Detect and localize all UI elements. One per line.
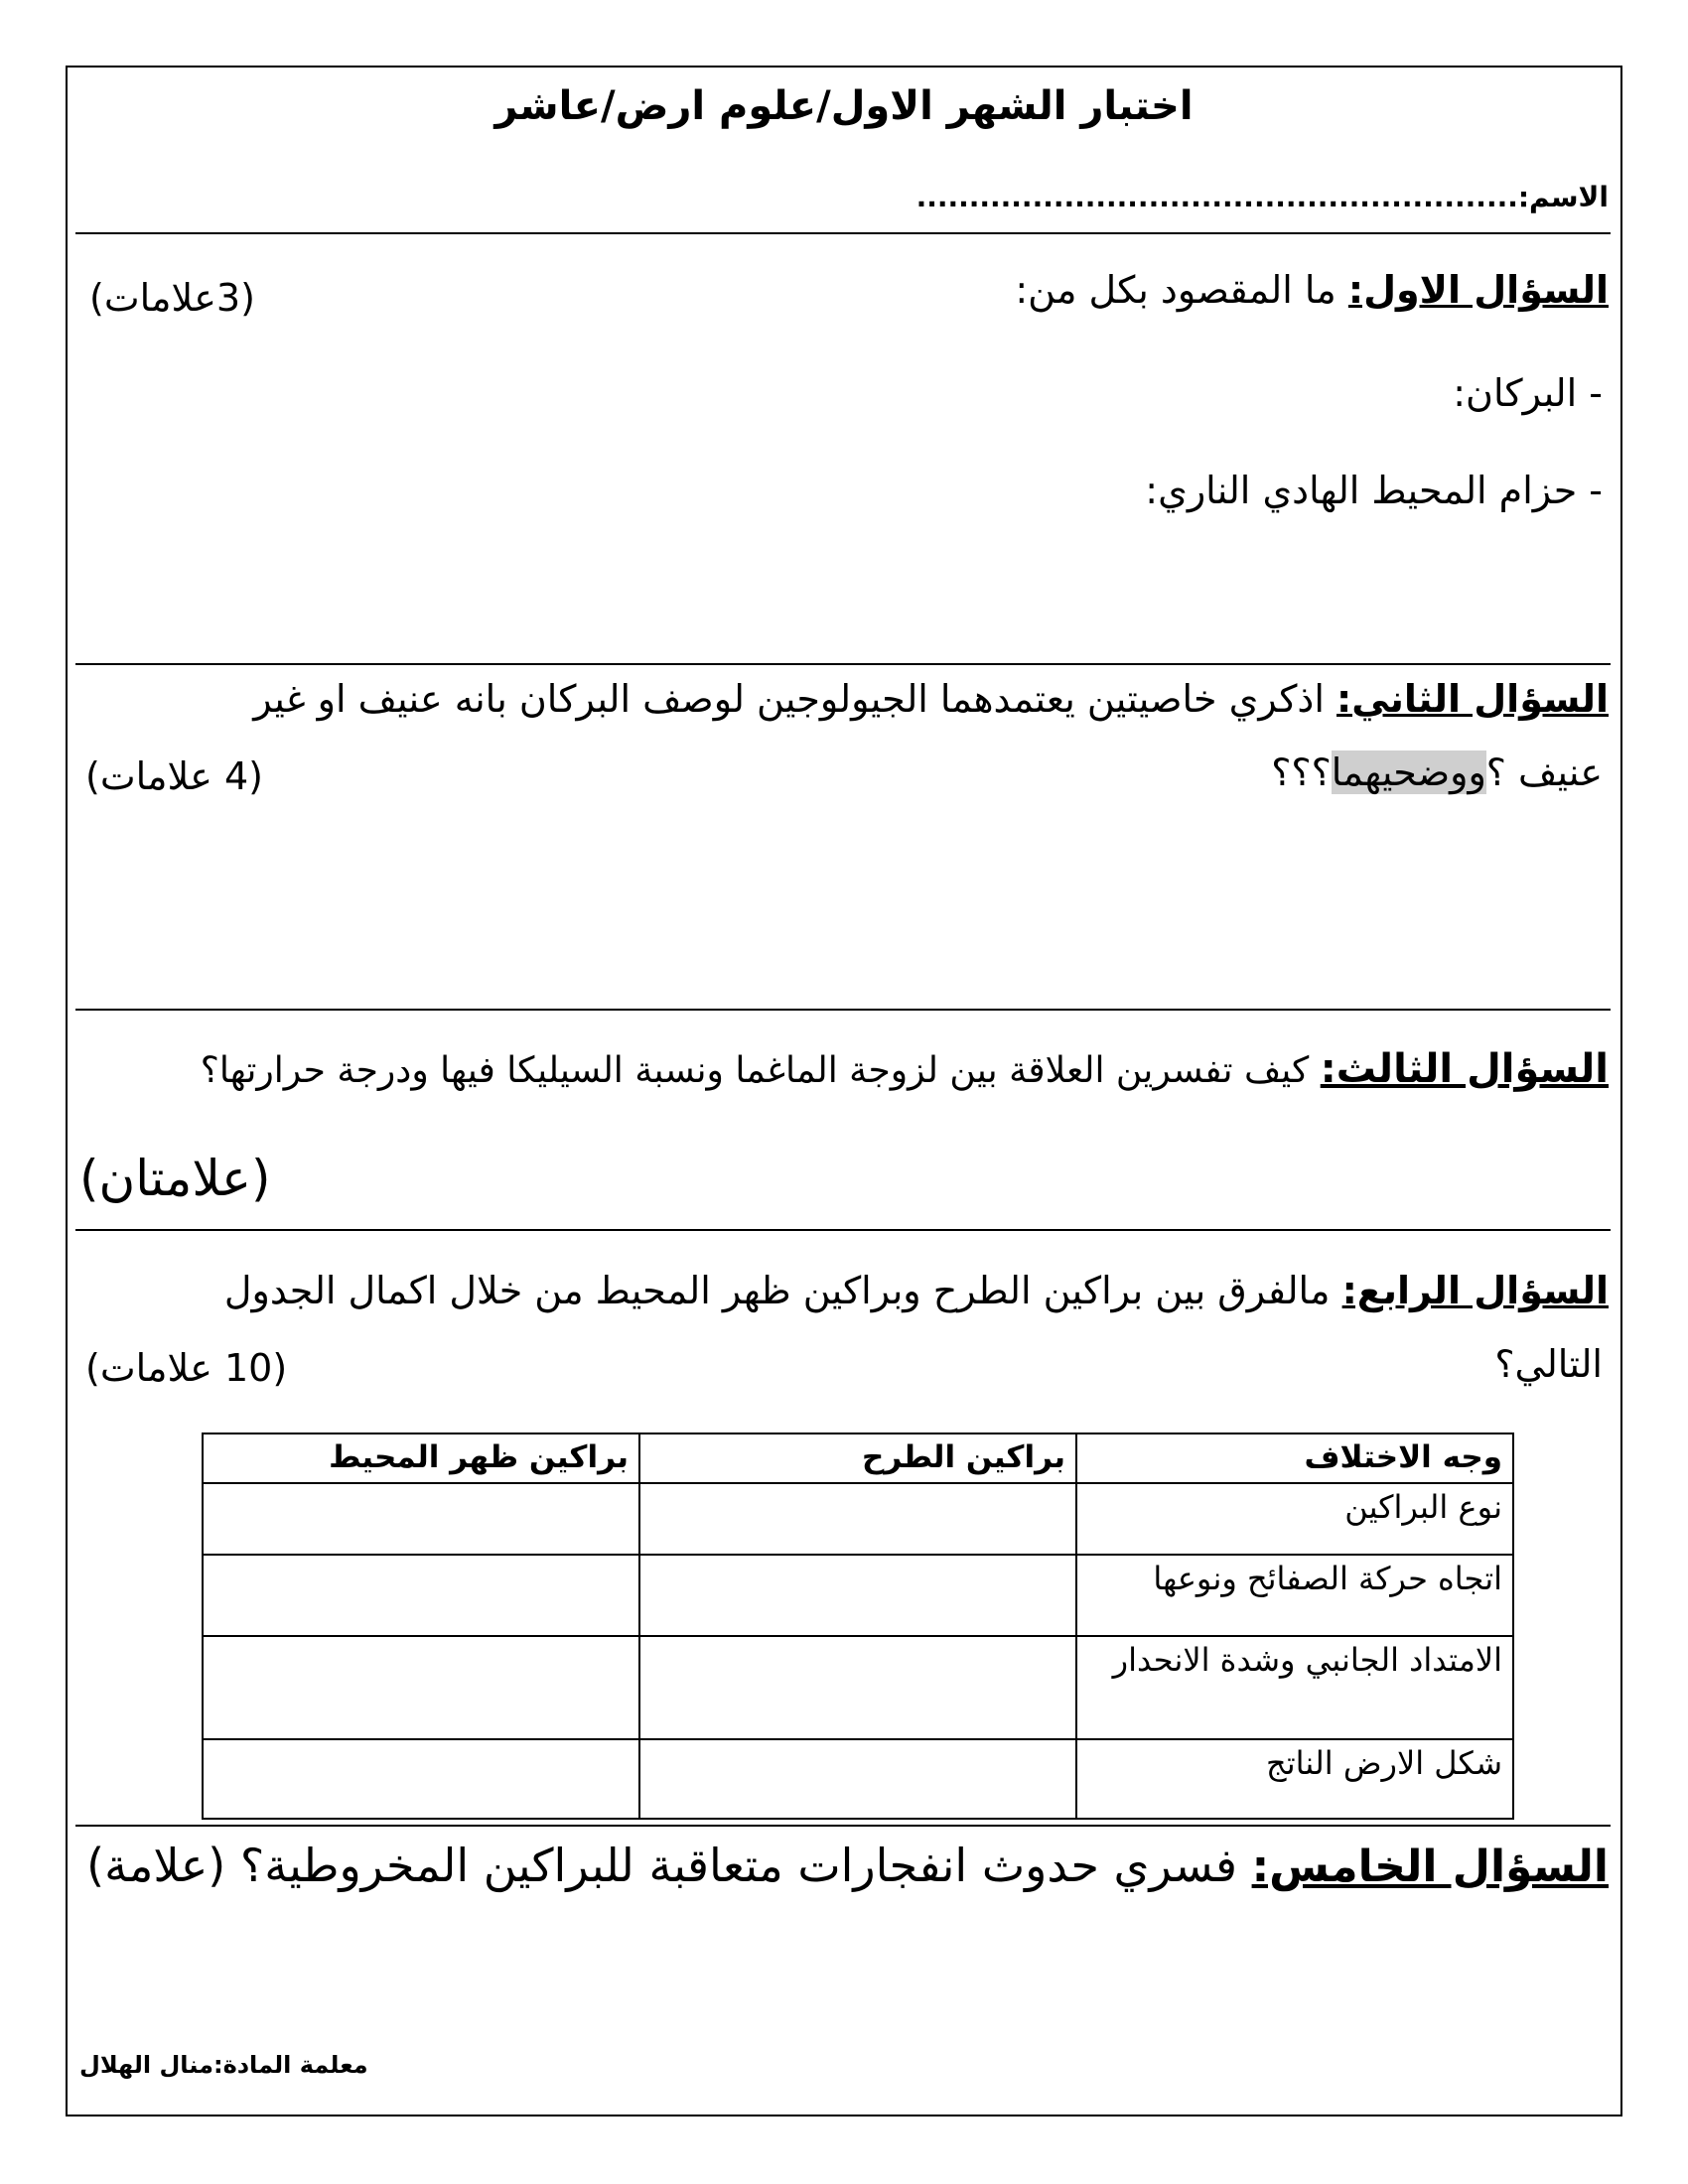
table-row (203, 1483, 1513, 1555)
divider (75, 232, 1611, 234)
table-cell-blank[interactable] (203, 1636, 639, 1739)
divider (75, 1229, 1611, 1231)
name-label: الاسم: (1517, 181, 1609, 213)
table-cell-blank[interactable] (203, 1555, 639, 1636)
question-5 (86, 1839, 1609, 1892)
table-cell-blank[interactable] (639, 1555, 1076, 1636)
table-header-cell: براكين الطرح (639, 1433, 1076, 1483)
table-header-row (203, 1433, 1513, 1483)
question-1 (1015, 268, 1609, 312)
table-cell: شكل الارض الناتج (1076, 1739, 1513, 1819)
divider (75, 1825, 1611, 1827)
teacher-name: معلمة المادة:منال الهلال (79, 2051, 368, 2079)
name-dots: ......................................................... (915, 181, 1518, 213)
question-5-text: فسري حدوث انفجارات متعاقبة للبراكين المخروطية؟ (239, 1839, 1237, 1892)
question-4-text-line2: التالي؟ (1494, 1342, 1603, 1386)
question-1-item-2: - حزام المحيط الهادي الناري: (1145, 469, 1603, 512)
table-header-cell: براكين ظهر المحيط (203, 1433, 639, 1483)
question-4-label: السؤال الرابع: (1341, 1269, 1609, 1312)
name-field (916, 181, 1609, 213)
question-2-text-a: عنيف ؟ (1485, 751, 1603, 794)
question-3-text: كيف تفسرين العلاقة بين لزوجة الماغما ونسبة السيليكا فيها ودرجة حرارتها؟ (200, 1050, 1310, 1091)
question-2-marks: (4 علامات) (85, 754, 263, 798)
divider (75, 663, 1611, 665)
question-4-text-line1: مالفرق بين براكين الطرح وبراكين ظهر المحيط من خلال اكمال الجدول (223, 1269, 1331, 1312)
table-header-cell: وجه الاختلاف (1076, 1433, 1513, 1483)
question-3 (201, 1046, 1609, 1092)
question-2 (253, 677, 1609, 721)
table-cell-blank[interactable] (639, 1739, 1076, 1819)
table-cell-blank[interactable] (639, 1636, 1076, 1739)
question-3-marks: (علامتان) (79, 1150, 271, 1207)
table-cell-blank[interactable] (203, 1739, 639, 1819)
question-1-label: السؤال الاول: (1347, 268, 1609, 312)
question-1-item-1: - البركان: (1453, 371, 1603, 415)
question-4-marks: (10 علامات) (85, 1346, 288, 1390)
table-cell: اتجاه حركة الصفائح ونوعها (1076, 1555, 1513, 1636)
exam-title: اختبار الشهر الاول/علوم ارض/عاشر (494, 83, 1194, 129)
question-3-label: السؤال الثالث: (1320, 1046, 1609, 1092)
question-4 (224, 1269, 1609, 1312)
divider (75, 1009, 1611, 1011)
table-cell-blank[interactable] (203, 1483, 639, 1555)
table-cell-blank[interactable] (639, 1483, 1076, 1555)
comparison-table (202, 1433, 1514, 1820)
table-row (203, 1739, 1513, 1819)
question-5-marks: (علامة) (86, 1839, 226, 1892)
highlighted-text: ووضحيهما (1331, 751, 1486, 794)
question-1-marks: (3علامات) (89, 276, 255, 320)
question-2-line2 (1271, 751, 1603, 794)
question-1-text: ما المقصود بكل من: (1015, 268, 1336, 312)
question-2-text-b: ؟؟؟ (1271, 751, 1332, 794)
question-2-text-line1: اذكري خاصيتين يعتمدهما الجيولوجين لوصف البركان بانه عنيف او غير (253, 677, 1325, 721)
question-2-label: السؤال الثاني: (1336, 677, 1609, 721)
table-cell: نوع البراكين (1076, 1483, 1513, 1555)
table-row (203, 1555, 1513, 1636)
question-5-label: السؤال الخامس: (1251, 1842, 1609, 1892)
table-cell: الامتداد الجانبي وشدة الانحدار (1076, 1636, 1513, 1739)
table-row (203, 1636, 1513, 1739)
